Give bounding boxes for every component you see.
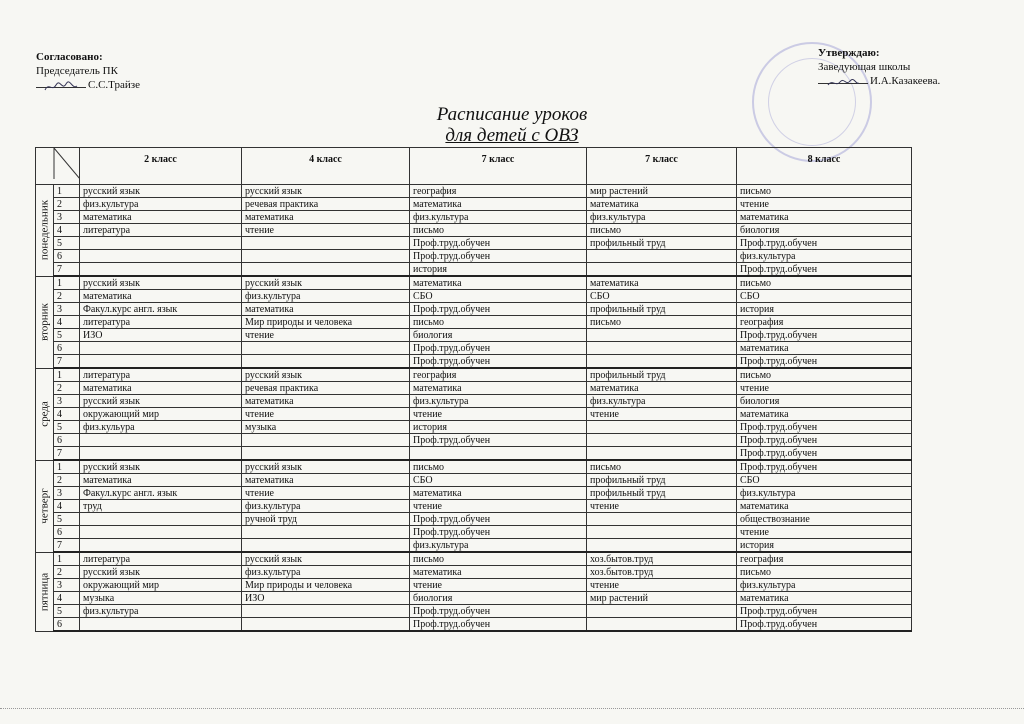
lesson-number: 4 [54,224,80,237]
lesson-cell: чтение [737,526,912,539]
lesson-row [36,224,912,237]
lesson-cell: Проф.труд.обучен [410,526,587,539]
lesson-cell: чтение [410,579,587,592]
lesson-cell: письмо [410,224,587,237]
lesson-row [36,263,912,277]
lesson-row [36,592,912,605]
lesson-row [36,460,912,474]
lesson-number: 5 [54,237,80,250]
lesson-cell [587,447,737,461]
lesson-cell: математика [737,500,912,513]
lesson-cell: литература [80,552,242,566]
lesson-cell: Проф.труд.обучен [737,329,912,342]
lesson-cell: русский язык [242,276,410,290]
lesson-cell: Мир природы и человека [242,579,410,592]
lesson-row [36,368,912,382]
lesson-cell [80,237,242,250]
lesson-cell [80,526,242,539]
lesson-number: 5 [54,605,80,618]
lesson-cell: физ.культура [737,250,912,263]
lesson-cell: окружающий мир [80,579,242,592]
lesson-cell: окружающий мир [80,408,242,421]
lesson-cell: математика [80,474,242,487]
lesson-cell: чтение [410,500,587,513]
lesson-cell: Проф.труд.обучен [737,263,912,277]
lesson-cell [80,539,242,553]
lesson-cell: история [737,539,912,553]
lesson-cell: мир растений [587,592,737,605]
lesson-cell: чтение [242,224,410,237]
signature-icon [36,87,86,88]
lesson-cell: математика [242,474,410,487]
approval-block-left [36,50,140,92]
lesson-number: 2 [54,382,80,395]
lesson-cell: чтение [737,382,912,395]
lesson-cell: русский язык [80,276,242,290]
lesson-cell [587,329,737,342]
lesson-cell [242,447,410,461]
lesson-row [36,539,912,553]
lesson-cell [80,263,242,277]
lesson-cell: биология [410,592,587,605]
lesson-cell: Проф.труд.обучен [737,460,912,474]
lesson-cell: СБО [410,474,587,487]
lesson-row [36,276,912,290]
lesson-cell: чтение [242,329,410,342]
lesson-cell [242,539,410,553]
lesson-row [36,434,912,447]
lesson-row [36,618,912,632]
lesson-cell: хоз.бытов.труд [587,552,737,566]
lesson-cell [587,526,737,539]
lesson-cell: математика [242,211,410,224]
lesson-cell [587,355,737,369]
lesson-cell: Мир природы и человека [242,316,410,329]
lesson-cell: письмо [410,552,587,566]
lesson-cell: Проф.труд.обучен [410,513,587,526]
lesson-cell: Факул.курс англ. язык [80,487,242,500]
column-header: 7 класс [410,148,587,185]
lesson-cell: физ.культура [737,579,912,592]
lesson-row [36,355,912,369]
lesson-row [36,447,912,461]
lesson-cell: чтение [410,408,587,421]
lesson-cell: письмо [737,185,912,198]
lesson-cell: математика [737,342,912,355]
lesson-cell [242,250,410,263]
lesson-cell: физ.культура [410,211,587,224]
lesson-number: 5 [54,329,80,342]
lesson-cell: письмо [737,368,912,382]
lesson-cell: письмо [587,460,737,474]
lesson-cell: русский язык [80,185,242,198]
lesson-cell: письмо [410,460,587,474]
lesson-cell [587,618,737,632]
lesson-cell: СБО [410,290,587,303]
lesson-cell: физ.кульура [80,421,242,434]
corner-cell [36,148,80,185]
lesson-number: 1 [54,185,80,198]
lesson-cell: обществознание [737,513,912,526]
day-label [36,276,54,368]
lesson-number: 3 [54,579,80,592]
lesson-cell: история [410,263,587,277]
lesson-cell: русский язык [242,460,410,474]
lesson-number: 4 [54,500,80,513]
signature-icon [818,83,868,84]
lesson-cell: литература [80,224,242,237]
lesson-row [36,250,912,263]
lesson-number: 6 [54,434,80,447]
column-header: 2 класс [80,148,242,185]
lesson-cell: математика [80,382,242,395]
lesson-cell [242,237,410,250]
lesson-cell: математика [410,276,587,290]
lesson-row [36,552,912,566]
lesson-cell: речевая практика [242,198,410,211]
lesson-cell: литература [80,368,242,382]
lesson-row [36,290,912,303]
lesson-cell: история [410,421,587,434]
lesson-cell: ручной труд [242,513,410,526]
lesson-cell: математика [587,276,737,290]
lesson-cell: Проф.труд.обучен [410,342,587,355]
lesson-row [36,329,912,342]
lesson-cell [587,421,737,434]
lesson-cell: русский язык [242,185,410,198]
lesson-cell: математика [737,211,912,224]
lesson-cell: Проф.труд.обучен [737,434,912,447]
director-role: Заведующая школы [818,61,911,73]
lesson-cell: русский язык [242,368,410,382]
chairman-name: С.С.Трайзе [88,79,140,91]
lesson-cell: письмо [587,224,737,237]
approval-block-right [818,46,940,88]
lesson-cell: литература [80,316,242,329]
day-name: вторник [38,303,50,341]
lesson-number: 5 [54,421,80,434]
lesson-number: 5 [54,513,80,526]
lesson-number: 6 [54,526,80,539]
lesson-row [36,408,912,421]
lesson-cell: письмо [587,316,737,329]
lesson-cell: русский язык [242,552,410,566]
lesson-number: 2 [54,566,80,579]
approve-label: Утверждаю: [818,47,880,59]
lesson-cell: русский язык [80,566,242,579]
lesson-row [36,474,912,487]
lesson-cell: математика [410,487,587,500]
lesson-cell: ИЗО [80,329,242,342]
lesson-cell: математика [410,382,587,395]
lesson-number: 3 [54,395,80,408]
day-name: пятница [38,572,50,611]
lesson-cell: ИЗО [242,592,410,605]
lesson-number: 2 [54,290,80,303]
lesson-cell: Проф.труд.обучен [410,250,587,263]
lesson-cell: география [737,316,912,329]
lesson-cell: чтение [737,198,912,211]
lesson-cell: СБО [737,290,912,303]
lesson-cell [80,434,242,447]
lesson-cell: физ.культура [737,487,912,500]
lesson-cell [80,618,242,632]
lesson-cell: Проф.труд.обучен [737,447,912,461]
lesson-cell [242,342,410,355]
lesson-cell [242,605,410,618]
lesson-row [36,303,912,316]
lesson-cell [80,250,242,263]
lesson-number: 6 [54,250,80,263]
lesson-cell: физ.культура [587,395,737,408]
lesson-cell: русский язык [80,395,242,408]
lesson-cell: профильный труд [587,303,737,316]
lesson-cell: биология [410,329,587,342]
column-header: 4 класс [242,148,410,185]
day-name: среда [38,401,50,427]
lesson-cell: физ.культура [410,539,587,553]
lesson-cell: математика [587,382,737,395]
lesson-cell: математика [737,408,912,421]
day-label [36,185,54,277]
lesson-cell: Проф.труд.обучен [410,237,587,250]
lesson-cell [587,263,737,277]
page-edge-dots [0,708,1024,713]
lesson-cell [587,342,737,355]
lesson-number: 1 [54,460,80,474]
lesson-cell: чтение [242,487,410,500]
lesson-number: 6 [54,618,80,632]
lesson-cell [587,539,737,553]
lesson-number: 3 [54,303,80,316]
lesson-row [36,395,912,408]
day-label [36,368,54,460]
lesson-number: 7 [54,447,80,461]
lesson-cell: русский язык [80,460,242,474]
lesson-row [36,237,912,250]
lesson-number: 2 [54,198,80,211]
lesson-cell: чтение [587,408,737,421]
lesson-cell: Проф.труд.обучен [737,421,912,434]
lesson-cell [587,434,737,447]
schedule-table [35,147,912,632]
lesson-cell: Факул.курс англ. язык [80,303,242,316]
lesson-cell: математика [80,211,242,224]
lesson-cell: физ.культура [587,211,737,224]
lesson-row [36,566,912,579]
lesson-cell [80,447,242,461]
lesson-number: 4 [54,316,80,329]
lesson-cell: история [737,303,912,316]
lesson-cell: биология [737,224,912,237]
approved-label: Согласовано: [36,51,103,63]
lesson-row [36,579,912,592]
day-name: понедельник [38,200,50,261]
lesson-cell [242,618,410,632]
lesson-cell [242,434,410,447]
lesson-cell: математика [242,303,410,316]
lesson-number: 4 [54,408,80,421]
title-line-2: для детей с ОВЗ [445,125,579,146]
lesson-cell: биология [737,395,912,408]
lesson-cell [410,447,587,461]
lesson-number: 3 [54,487,80,500]
lesson-row [36,526,912,539]
lesson-cell: математика [410,198,587,211]
lesson-cell: физ.культура [410,395,587,408]
lesson-cell: Проф.труд.обучен [737,618,912,632]
lesson-cell [242,263,410,277]
lesson-cell [80,355,242,369]
lesson-cell: физ.культура [242,500,410,513]
lesson-cell [587,250,737,263]
lesson-cell: профильный труд [587,487,737,500]
lesson-cell: математика [587,198,737,211]
chairman-role: Председатель ПК [36,65,118,77]
lesson-row [36,342,912,355]
lesson-cell: чтение [587,500,737,513]
lesson-cell: чтение [587,579,737,592]
lesson-row [36,316,912,329]
lesson-cell: профильный труд [587,237,737,250]
lesson-cell: география [410,368,587,382]
lesson-cell: профильный труд [587,368,737,382]
lesson-cell: математика [242,395,410,408]
header-row [36,148,912,185]
lesson-number: 4 [54,592,80,605]
lesson-cell: СБО [587,290,737,303]
lesson-cell: письмо [410,316,587,329]
lesson-row [36,198,912,211]
lesson-cell: география [410,185,587,198]
lesson-cell: математика [80,290,242,303]
director-signature-line [818,74,940,88]
lesson-cell: СБО [737,474,912,487]
lesson-cell: Проф.труд.обучен [410,355,587,369]
lesson-cell: география [737,552,912,566]
lesson-cell: музыка [80,592,242,605]
lesson-cell: музыка [242,421,410,434]
lesson-row [36,211,912,224]
lesson-cell: физ.культура [80,198,242,211]
chairman-signature-line [36,78,140,92]
lesson-number: 7 [54,263,80,277]
lesson-cell: физ.культура [80,605,242,618]
lesson-cell: Проф.труд.обучен [410,434,587,447]
lesson-cell [80,342,242,355]
lesson-cell: математика [410,566,587,579]
lesson-cell: Проф.труд.обучен [410,618,587,632]
director-name: И.А.Казакеева. [870,75,941,87]
lesson-number: 6 [54,342,80,355]
day-name: четверг [38,488,50,524]
lesson-cell [242,355,410,369]
lesson-number: 2 [54,474,80,487]
lesson-cell: физ.культура [242,566,410,579]
lesson-cell [587,605,737,618]
lesson-cell [242,526,410,539]
lesson-row [36,185,912,198]
lesson-cell: письмо [737,566,912,579]
lesson-row [36,500,912,513]
lesson-number: 1 [54,552,80,566]
lesson-cell: Проф.труд.обучен [410,605,587,618]
lesson-cell: физ.культура [242,290,410,303]
lesson-row [36,513,912,526]
lesson-cell [587,513,737,526]
lesson-number: 3 [54,211,80,224]
lesson-row [36,487,912,500]
lesson-cell [80,513,242,526]
lesson-row [36,605,912,618]
lesson-cell: профильный труд [587,474,737,487]
lesson-cell: Проф.труд.обучен [737,355,912,369]
lesson-cell: Проф.труд.обучен [737,237,912,250]
lesson-cell: Проф.труд.обучен [410,303,587,316]
column-header: 8 класс [737,148,912,185]
lesson-row [36,421,912,434]
column-header: 7 класс [587,148,737,185]
lesson-cell: речевая практика [242,382,410,395]
lesson-cell: чтение [242,408,410,421]
lesson-cell: Проф.труд.обучен [737,605,912,618]
lesson-number: 1 [54,368,80,382]
lesson-number: 7 [54,355,80,369]
lesson-number: 7 [54,539,80,553]
day-label [36,552,54,631]
lesson-number: 1 [54,276,80,290]
lesson-cell: хоз.бытов.труд [587,566,737,579]
title-line-1: Расписание уроков [436,104,588,125]
day-label [36,460,54,552]
lesson-cell: мир растений [587,185,737,198]
lesson-row [36,382,912,395]
lesson-cell: письмо [737,276,912,290]
lesson-cell: математика [737,592,912,605]
lesson-cell: труд [80,500,242,513]
page-title [0,104,1024,146]
